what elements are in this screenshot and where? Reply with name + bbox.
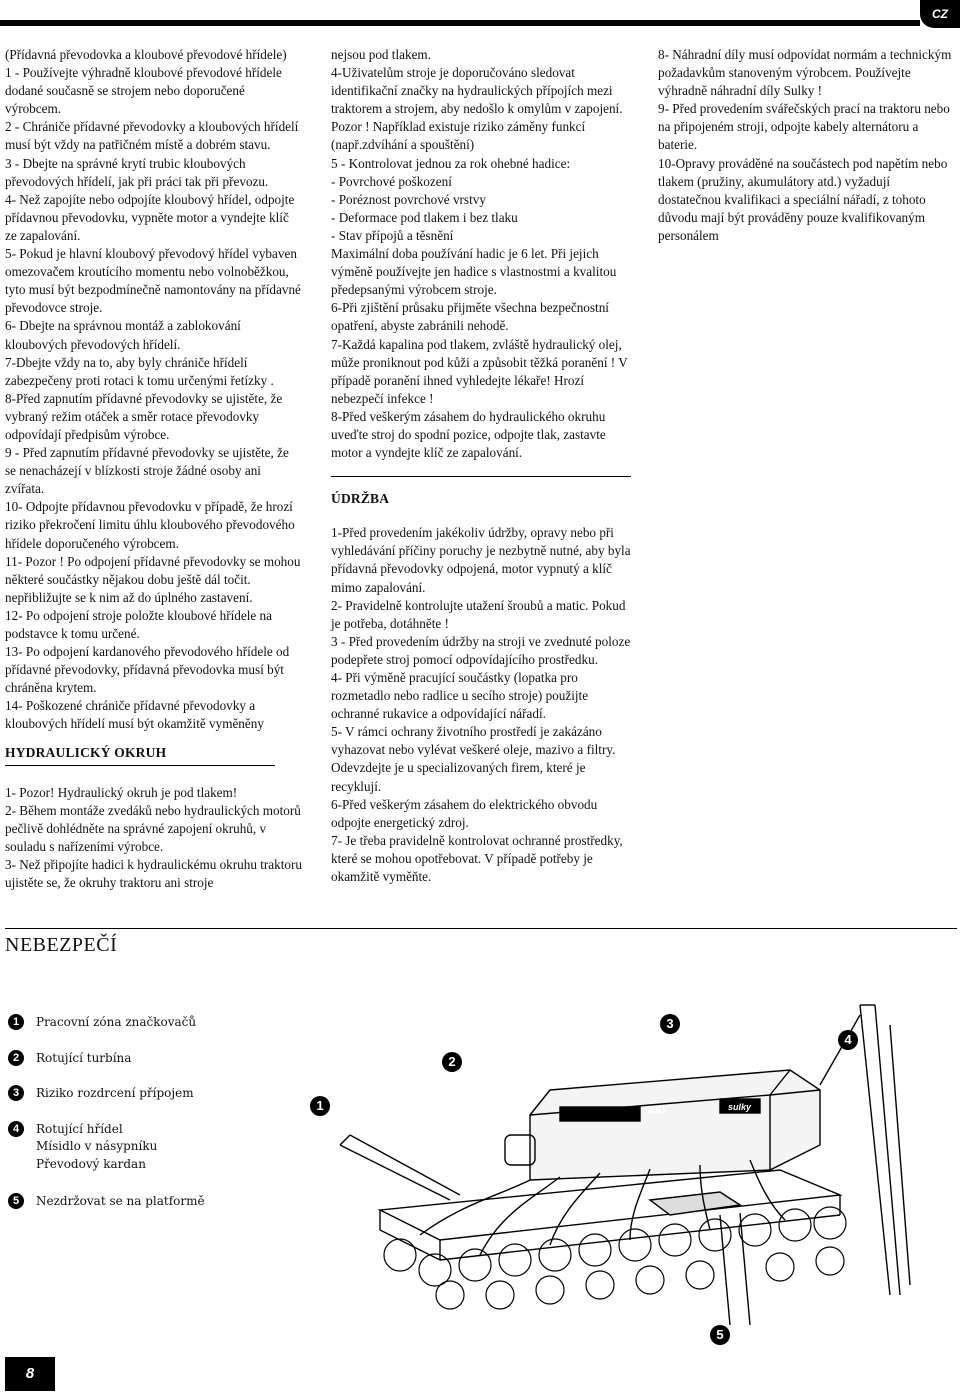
paragraph: 9 - Před zapnutím přídavné převodovky se ujistěte, že se nenacházejí v blízkosti stroje žádné osoby ani zvířata.: [5, 445, 289, 497]
legend-text: Rotující turbína: [36, 1050, 132, 1065]
legend-item: [8, 1085, 288, 1103]
top-rule: [0, 20, 920, 26]
callout-5: 5: [710, 1325, 730, 1345]
column-1-paragraphs: [5, 46, 303, 734]
column-2: [331, 46, 631, 886]
paragraph: 4- Při výměně pracující součástky (lopatka pro rozmetadlo nebo radlice u secího stroje) použijte ochranné rukavice a odpovídající nářadí.: [331, 670, 589, 722]
legend-text: Převodový kardan: [36, 1156, 146, 1171]
paragraph: 4- Než zapojíte nebo odpojíte kloubový hřídel, odpojte přídavnou převodovku, vypněte motor a vyndejte klíč ze zapalování.: [5, 191, 295, 243]
maintenance-paragraphs: [331, 524, 631, 886]
callout-2: 2: [442, 1052, 462, 1072]
column-3: [658, 46, 954, 245]
paragraph: 5- Pokud je hlavní kloubový převodový hřídel vybaven omezovačem kroutícího momentu nebo volnoběžkou, tyto musí být bezpodmínečně namontovány na přídavné převodovce stroje.: [5, 246, 301, 316]
paragraph: Pozor ! Například existuje riziko záměny funkcí (např.zdvíhání a spouštění): [331, 119, 586, 153]
paragraph: 4-Uživatelům stroje je doporučováno sledovat identifikační značky na hydraulických přípojích mezi traktorem a strojem, aby nedošlo k omylům v zapojení.: [331, 65, 623, 117]
danger-divider: [5, 928, 957, 929]
paragraph: 5- V rámci ochrany životního prostředí je zakázáno vyhazovat nebo vylévat veškeré oleje, mazivo a filtry. Odevzdejte je u specializovaných firem, které je recyklují.: [331, 724, 616, 794]
paragraph: 2 - Chrániče přídavné převodovky a kloubových hřídelí musí být vždy na patřičném místě a dobrém stavu.: [5, 119, 299, 153]
danger-legend: [8, 1014, 288, 1211]
drill-brand-label: sulky: [728, 1102, 752, 1112]
number-badge: 3: [8, 1085, 24, 1101]
paragraph: - Deformace pod tlakem i bez tlaku: [331, 209, 518, 225]
callout-1: 1: [310, 1096, 330, 1116]
paragraph: 9- Před provedením svářečských prací na traktoru nebo na připojeném stroji, odpojte kabely alternátoru a baterie.: [658, 101, 950, 153]
number-badge: 2: [8, 1050, 24, 1066]
paragraph: 3- Než připojíte hadici k hydraulickému okruhu traktoru ujistěte se, že okruhy traktoru ani stroje: [5, 857, 302, 891]
paragraph: 13- Po odpojení kardanového převodového hřídele od přídavné převodovky, přídavná převodovka musí být chráněna krytem.: [5, 644, 290, 696]
callout-3: 3: [660, 1014, 680, 1034]
paragraph: - Stav přípojů a těsnění: [331, 227, 454, 243]
paragraph: - Poréznost povrchové vrstvy: [331, 191, 486, 207]
legend-text: Rotující hřídel: [36, 1121, 123, 1136]
paragraph: 10-Opravy prováděné na součástech pod napětím nebo tlakem (pružiny, akumulátory atd.) vyžadují dostatečnou kvalifikaci a speciální nářadí, z tohoto důvodu mají být prováděny pouze kvalifikovaným personálem: [658, 155, 948, 243]
section-heading-maintenance: ÚDRŽBA: [331, 476, 631, 508]
legend-text: Pracovní zóna značkovačů: [36, 1015, 197, 1029]
paragraph: 7- Je třeba pravidelně kontrolovat ochranné prostředky, které se mohou opotřebovat. V případě potřeby je okamžitě vyměňte.: [331, 832, 623, 885]
paragraph: 2- Během montáže zvedáků nebo hydraulických motorů pečlivě dohlédněte na správné zapojení okruhů, v souladu s nařízeními výrobce.: [5, 802, 301, 854]
number-badge: 5: [8, 1193, 24, 1209]
paragraph: 7-Dbejte vždy na to, aby byly chrániče hřídelí zabezpečeny proti rotaci k tomu určenými řetízky .: [5, 354, 274, 388]
seed-drill-illustration: [300, 995, 930, 1355]
paragraph: 10- Odpojte přídavnou převodovku v případě, že hrozí riziko překročení limitu úhlu kloubového převodového hřídele doporučeného výrobcem.: [5, 499, 295, 551]
paragraph: 14- Poškozené chrániče přídavné převodovky a kloubových hřídelí musí být okamžitě vyměněny: [5, 698, 264, 732]
paragraph: 11- Pozor ! Po odpojení přídavné převodovky se mohou některé součástky nějakou dobu ještě dál točit. nepřibližujte se k nim až do úplného zastavení.: [5, 553, 301, 605]
section-heading-hydraulic: HYDRAULICKÝ OKRUH: [5, 744, 275, 766]
paragraph: 8-Před zapnutím přídavné převodovky se ujistěte, že vybraný režim otáček a směr rotace převodovky odpovídají předpisům výrobce.: [5, 390, 283, 442]
paragraph: 1- Pozor! Hydraulický okruh je pod tlakem!: [5, 784, 238, 800]
legend-item: [8, 1193, 288, 1211]
legend-text: Mísidlo v násypníku: [36, 1139, 158, 1153]
paragraph: 6-Při zjištění průsaku přijměte všechna bezpečnostní opatření, abyste zabránili nehodě.: [331, 300, 609, 334]
paragraph: 8-Před veškerým zásahem do hydraulického okruhu uveďte stroj do spodní pozice, odpojte tlak, zastavte motor a vyndejte klíč ze zapalování.: [331, 408, 606, 461]
legend-item: [8, 1050, 288, 1068]
paragraph: - Povrchové poškození: [331, 173, 452, 189]
page-number: 8: [5, 1357, 55, 1391]
paragraph: 12- Po odpojení stroje položte kloubové hřídele na podstavce k tomu určené.: [5, 607, 272, 641]
paragraph: 3 - Před provedením údržby na stroji ve zvednuté poloze podepřete stroj pomocí odpovídajícího prostředku.: [331, 633, 631, 667]
legend-item: [8, 1121, 288, 1174]
hydraulic-paragraphs: [5, 784, 303, 893]
paragraph: (Přídavná převodovka a kloubové převodové hřídele): [5, 47, 287, 62]
number-badge: 1: [8, 1014, 24, 1030]
paragraph: 7-Každá kapalina pod tlakem, zvláště hydraulický olej, může proniknout pod kůži a způsobit těžká poranění ! V případě poranění ihned vyhledejte lékaře! Hrozí nebezpečí infekce !: [331, 336, 628, 406]
paragraph: 1-Před provedením jakékoliv údržby, opravy nebo při vyhledávání příčiny poruchy je nezbytně nutné, aby byla přídavná převodovky odpojená, motor vypnutý a klíč mimo zapalování.: [331, 525, 631, 595]
language-tab: CZ: [920, 0, 960, 28]
legend-text: Riziko rozdrcení přípojem: [36, 1086, 194, 1100]
paragraph: 2- Pravidelně kontrolujte utažení šroubů a matic. Pokud je potřeba, dotáhněte !: [331, 597, 626, 631]
danger-title: NEBEZPEČÍ: [5, 934, 118, 956]
drill-model-label: DUO: [645, 1105, 665, 1115]
paragraph: 5 - Kontrolovat jednou za rok ohebné hadice:: [331, 155, 571, 171]
callout-4: 4: [838, 1030, 858, 1050]
legend-item: [8, 1014, 288, 1032]
paragraph: 3 - Dbejte na správné krytí trubic kloubových převodových hřídelí, jak při práci tak při převozu.: [5, 155, 269, 189]
legend-text: Nezdržovat se na platformě: [36, 1194, 205, 1208]
paragraph: 1 - Používejte výhradně kloubové převodové hřídele dodané současně se strojem nebo doporučené výrobcem.: [5, 65, 282, 117]
paragraph: nejsou pod tlakem.: [331, 47, 431, 62]
paragraph: 6- Dbejte na správnou montáž a zablokování kloubových převodových hřídelí.: [5, 318, 241, 352]
paragraph: 6-Před veškerým zásahem do elektrického obvodu odpojte energetický zdroj.: [331, 796, 598, 830]
paragraph: Maximální doba používání hadic je 6 let. Při jejich výměně používejte jen hadice s vlastnostmi a kvalitou předepsanými výrobcem stroje.: [331, 246, 617, 298]
column-1: [5, 46, 303, 892]
paragraph: 8- Náhradní díly musí odpovídat normám a technickým požadavkům stanoveným výrobcem. Používejte výhradně náhradní díly Sulky !: [658, 47, 952, 99]
number-badge: 4: [8, 1121, 24, 1137]
column-2-paragraphs: [331, 46, 631, 462]
